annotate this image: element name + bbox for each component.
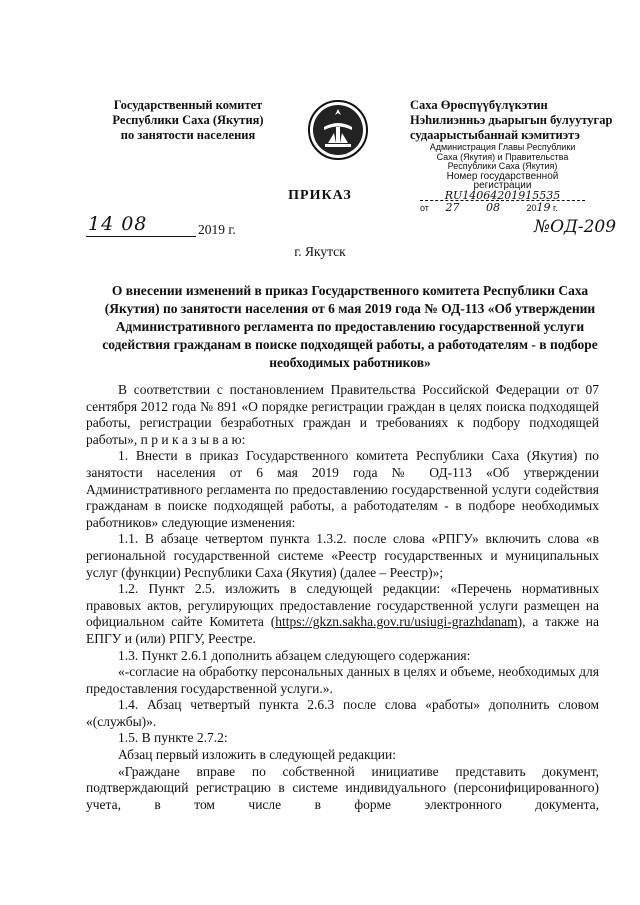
paragraph-1-3: 1.3. Пункт 2.6.1 дополнить абзацем следующего содержания: bbox=[118, 647, 471, 663]
committee-website-link[interactable]: https://gkzn.sakha.gov.ru/usiugi-grazhdanam bbox=[275, 614, 518, 630]
issuer-line-1: Государственный комитет bbox=[113, 98, 263, 112]
city-name: г. Якутск bbox=[294, 244, 346, 259]
issuer-yakut-line-3: судаарыстыбаннай кэмитиэтэ bbox=[410, 128, 580, 142]
issuer-name-yakut bbox=[410, 98, 615, 143]
stamp-date-year-suffix: 19 bbox=[536, 201, 551, 214]
paragraph-1-1: 1.1. В абзаце четвертом пункта 1.3.2. после слова «РПГУ» включить слова «в региональной государственной системе «Реестр государственных и муниципальных услуг (функции) Республики Саха (Якутия) (далее – Реестр)»; bbox=[86, 531, 599, 580]
stamp-date-year-prefix: 20 bbox=[526, 203, 537, 213]
stamp-line-1: Администрация Главы Республики bbox=[429, 142, 576, 152]
paragraph-1-2 bbox=[86, 581, 599, 647]
document-type-heading: ПРИКАЗ bbox=[288, 188, 352, 203]
paragraph-preamble: В соответствии с постановлением Правительства Российской Федерации от 07 сентября 2012 года № 891 «О порядке регистрации граждан в целях поиска подходящей работы, регистрации безработных граждан и требованиях к подбору подходящей работы», п р и к а з ы в а ю: bbox=[86, 382, 599, 447]
paragraph-1-2-tail: ), а также на ЕПГУ и (или) РПГУ, Реестре. bbox=[86, 614, 599, 646]
stamp-line-2: Саха (Якутия) и Правительства bbox=[436, 151, 569, 162]
paragraph-1-5-intro: Абзац первый изложить в следующей редакции: bbox=[118, 747, 396, 763]
stamp-line-3: Республики Саха (Якутия) bbox=[447, 161, 558, 171]
paragraph-1-5-text: «Граждане вправе по собственной инициативе представить документ, подтверждающий регистрацию в системе индивидуального (персонифицированного) учета, в том числе в форме электронного документа, bbox=[86, 763, 599, 812]
issuer-line-3: по занятости населения bbox=[120, 128, 256, 142]
stamp-line-4: Номер государственной регистрации bbox=[446, 170, 559, 191]
paragraph-1: 1. Внести в приказ Государственного комитета Республики Саха (Якутия) по занятости населения от 6 мая 2019 года № ОД-113 «Об утверждении Административного регламента по предоставлению государственной услуги содействия гражданам в поиске подходящей работы, а работодателям - в подборе необходимых работников» следующие изменения: bbox=[86, 448, 599, 530]
issuer-line-2: Республики Саха (Якутия) bbox=[112, 113, 264, 127]
date-year: 2019 г. bbox=[198, 222, 236, 237]
handwritten-date: 14 08 bbox=[88, 213, 148, 235]
date-underline bbox=[86, 236, 196, 237]
document-title: О внесении изменений в приказ Государственного комитета Республики Саха (Якутия) по занятости населения от 6 мая 2019 года № ОД-113 «Об утверждении Административного регламента по предоставлению государственной услуги содействия гражданам в поиске подходящей работы, а работодателям - в подборе необходимых работников» bbox=[102, 283, 598, 370]
stamp-date-year-unit: г. bbox=[553, 203, 558, 213]
stamp-date-day: 27 bbox=[445, 201, 460, 214]
paragraph-1-3-addition: «-согласие на обработку персональных данных в целях и объеме, необходимых для предоставления государственной услуги.». bbox=[86, 664, 599, 696]
paragraph-1-2-text: 1.2. Пункт 2.5. изложить в следующей редакции: «Перечень нормативных правовых актов, регулирующих предоставление государственной услуги размещен на официальном сайте Комитета ( bbox=[86, 581, 599, 630]
stamp-date bbox=[420, 203, 585, 214]
stamp-date-month: 08 bbox=[485, 201, 500, 214]
stamp-date-from: от bbox=[420, 203, 429, 213]
paragraph-1-5: 1.5. В пункте 2.7.2: bbox=[118, 730, 228, 746]
stamp-reg-number: RU14064201915535 bbox=[420, 191, 585, 202]
handwritten-order-number: №ОД-209 bbox=[534, 217, 617, 237]
issuer-name-russian bbox=[88, 98, 288, 143]
document-body bbox=[86, 382, 599, 813]
issuer-yakut-line-1: Саха Өрөспүүбүлүкэтин bbox=[410, 98, 548, 112]
paragraph-1-4: 1.4. Абзац четвертый пункта 2.6.3 после слова «работы» дополнить словом «(службы)». bbox=[86, 697, 599, 729]
yakutia-emblem-icon bbox=[307, 97, 369, 163]
issuer-yakut-line-2: Нэһилиэнньэ дьарыгын булуутугар bbox=[410, 113, 613, 127]
